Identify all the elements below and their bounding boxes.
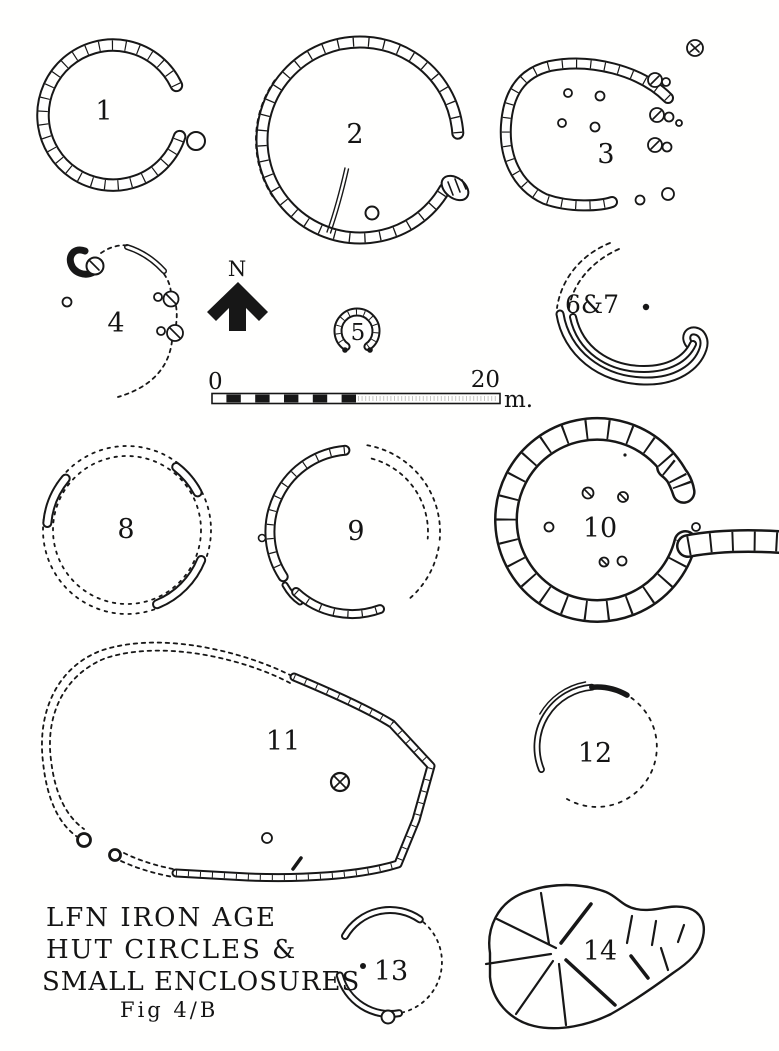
scale-bar bbox=[208, 367, 533, 413]
pit bbox=[382, 1011, 395, 1024]
wall-spur bbox=[293, 858, 301, 869]
north-label: N bbox=[227, 257, 247, 281]
title-line-1: LFN IRON AGE bbox=[46, 903, 278, 933]
pit bbox=[187, 132, 205, 150]
feature-label-8: 8 bbox=[117, 514, 135, 545]
posthole bbox=[360, 963, 366, 969]
hut-circle-1 bbox=[43, 45, 205, 185]
posthole bbox=[366, 207, 379, 220]
hut-circle-2 bbox=[256, 42, 473, 238]
internal-wall-line bbox=[331, 169, 349, 233]
title-line-2: HUT CIRCLES & bbox=[46, 935, 298, 965]
feature-label-3: 3 bbox=[597, 139, 615, 170]
hut-circle-12 bbox=[537, 682, 657, 807]
hut-circle-10 bbox=[506, 429, 779, 611]
mound-14 bbox=[486, 885, 704, 1028]
feature-label-11: 11 bbox=[265, 726, 301, 757]
feature-label-14: 14 bbox=[582, 936, 618, 967]
feature-label-9: 9 bbox=[347, 516, 365, 547]
hut-circle-4 bbox=[63, 245, 184, 397]
feature-label-2: 2 bbox=[346, 119, 364, 150]
feature-label-6-7: 6&7 bbox=[564, 290, 620, 319]
scale-end: 20 bbox=[470, 367, 500, 393]
hut-circle-3 bbox=[506, 40, 703, 205]
posthole-group bbox=[78, 773, 350, 861]
feature-label-12: 12 bbox=[577, 738, 613, 769]
feature-label-4: 4 bbox=[107, 308, 125, 339]
hut-circle-8 bbox=[43, 446, 211, 614]
north-arrow-glyph bbox=[207, 282, 268, 331]
scale-unit: m. bbox=[504, 387, 534, 413]
title-block bbox=[42, 903, 360, 1022]
hut-circle-5 bbox=[338, 312, 376, 353]
feature-label-1: 1 bbox=[95, 96, 113, 127]
feature-label-13: 13 bbox=[373, 956, 409, 987]
scale-start: 0 bbox=[208, 369, 223, 395]
title-line-3: SMALL ENCLOSURES bbox=[42, 967, 361, 997]
enclosure-11 bbox=[42, 643, 431, 878]
posthole bbox=[259, 535, 266, 542]
feature-label-5: 5 bbox=[350, 320, 366, 346]
figure-number: Fig 4/B bbox=[120, 998, 219, 1022]
internal-wall-line bbox=[327, 168, 345, 232]
hut-circle-9 bbox=[259, 445, 441, 614]
wall-arc-thick bbox=[592, 687, 627, 695]
north-arrow bbox=[207, 257, 268, 331]
hut-circles-6-7 bbox=[557, 243, 704, 381]
posthole bbox=[643, 304, 649, 310]
feature-label-10: 10 bbox=[582, 513, 618, 544]
